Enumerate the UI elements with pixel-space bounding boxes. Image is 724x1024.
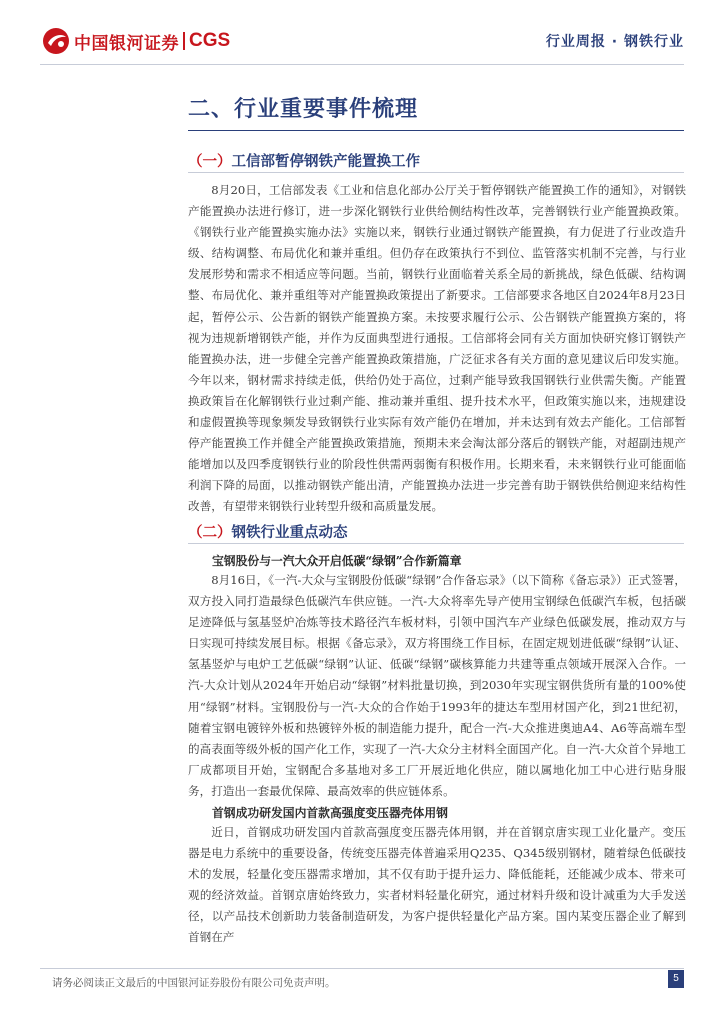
news-item-1-title: 宝钢股份与一汽大众开启低碳“绿钢”合作新篇章 — [212, 554, 462, 568]
report-type-label: 行业周报 · 钢铁行业 — [545, 34, 684, 50]
news-item-1-paragraph: 8月16日，《一汽-大众与宝钢股份低碳“绿钢”合作备忘录》（以下简称《备忘录》）正式签署，双方投入同打造最绿色低碳汽车供应链。一汽-大众将率先导产使用宝钢绿色低碳汽车板，包括碳足迹降低与氢基竖炉冶炼等技术路径汽车板材料，引领中国汽车产业绿色低碳发展，推动双方与日实现可持续发展目标。根据《备忘录》，双方将围绕工作目标，在固定规划进低碳“绿钢”认证、氢基竖炉与电炉工艺低碳“绿钢”认证、低碳“绿钢”碳核算能力共建等重点领域开展深入合作。一汽-大众计划从2024年开始启动“绿钢”材料批量切换，到2030年实现宝钢供货所有量的100%使用“绿钢”材料。宝钢股份与一汽-大众的合作始于1993年的捷达车型用材国产化，到21世纪初，随着宝钢电镀锌外板和热镀锌外板的制造能力提升，配合一汽-大众推进奥迪A4、A6等高端车型的高表面等级外板的国产化工作，实现了一汽-大众分主材料全面国产化。自一汽-大众首个异地工厂成都项目开始，宝钢配合多基地对多工厂开展近地化供应，随以属地化加工中心进行贴身服务，打造出一套最优保障、最高效率的供应链体系。 — [188, 573, 686, 798]
section-title: 二、行业重要事件梳理 — [188, 96, 419, 122]
logo-divider — [183, 32, 185, 50]
header-divider — [40, 64, 684, 65]
subsection-1-text: 工信部暂停钢铁产能置换工作 — [231, 153, 420, 170]
footer-divider — [40, 968, 684, 969]
news-item-2-paragraph: 近日，首钢成功研发国内首款高强度变压器壳体用钢，并在首钢京唐实现工业化量产。变压器是电力系统中的重要设备，传统变压器壳体普遍采用Q235、Q345级别钢材，随着绿色低碳技术的发展，轻量化变压器需求增加，其不仅有助于提升运力、降低能耗，还能减少成本、带来可观的经济效益。首钢京唐始终致力，实者材料轻量化研究，通过材料升级和设计减重为大手发送径，以产品技术创新助力装备制造研发，为客户提供轻量化产品方案。国内某变压器企业了解到首钢在产 — [188, 825, 686, 945]
company-logo — [42, 27, 230, 55]
news-item-2-title: 首钢成功研发国内首款高强度变压器壳体用钢 — [212, 806, 448, 820]
footer-disclaimer: 请务必阅读正文最后的中国银河证券股份有限公司免责声明。 — [52, 977, 336, 989]
logo-cn-text: 中国银河证券 — [74, 33, 179, 54]
subsection-1-title — [188, 150, 420, 171]
subsection-1-number: （一） — [188, 153, 232, 170]
subsection-1-divider — [188, 172, 684, 173]
subsection-1-paragraph: 8月20日，工信部发表《工业和信息化部办公厅关于暂停钢铁产能置换工作的通知》，对钢铁产能置换办法进行修订，进一步深化钢铁行业供给侧结构性改革，完善钢铁行业产能置换政策。《钢铁行业产能置换实施办法》实施以来，钢铁行业通过钢铁产能置换，有力促进了行业改造升级、结构调整、布局优化和兼并重组。但仍存在政策执行不到位、监管落实机制不完善，与行业发展形势和需求不相适应等问题。当前，钢铁行业面临着关系全局的新挑战，绿色低碳、结构调整、布局优化、兼并重组等对产能置换政策提出了新要求。工信部要求各地区自2024年8月23日起，暂停公示、公告新的钢铁产能置换方案。未按要求履行公示、公告钢铁产能置换方案的，将视为违规新增钢铁产能，并作为反面典型进行通报。工信部将会同有关方面加快研究修订钢铁产能置换办法，进一步健全完善产能置换政策措施，广泛征求各有关方面的意见建议后印发实施。今年以来，钢材需求持续走低，供给仍处于高位，过剩产能导致我国钢铁行业供需失衡。产能置换政策旨在化解钢铁行业过剩产能、推动兼并重组、提升技术水平，但政策实施以来，违规建设和虚假置换等现象频发导致钢铁行业实际有效产能仍在增加，并未达到有效去产能化。工信部暂停产能置换工作并健全产能置换政策措施，预期未来会淘汰部分落后的钢铁产能，对超副违规产能增加以及四季度钢铁行业的阶段性供需两弱衡有积极作用。长期来看，未来钢铁行业可能面临利润下降的局面，以推动钢铁产能出清，产能置换办法进一步完善有助于钢铁供给侧迎来结构性改善，有望带来钢铁行业转型升级和高质量发展。 — [188, 183, 686, 514]
subsection-2-divider — [188, 543, 684, 544]
subsection-2-title — [188, 521, 348, 542]
page-number: 5 — [668, 970, 684, 988]
galaxy-logo-icon — [42, 27, 70, 55]
logo-en-text: CGS — [189, 30, 231, 51]
subsection-2-number: （二） — [188, 524, 232, 541]
section-divider — [188, 130, 684, 131]
subsection-2-text: 钢铁行业重点动态 — [231, 524, 348, 541]
page-header — [0, 0, 724, 80]
